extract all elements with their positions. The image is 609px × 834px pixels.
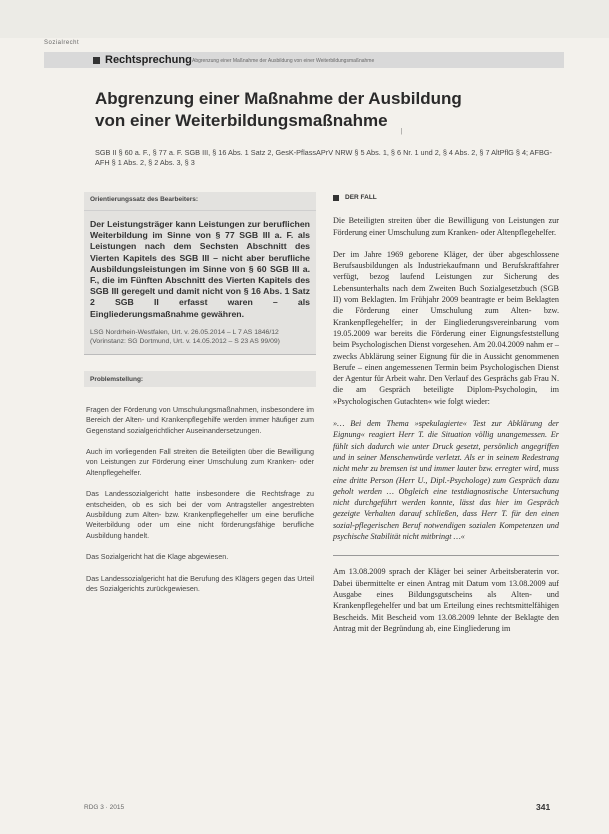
problemstellung-heading: Problemstellung:	[84, 371, 316, 387]
problemstellung-paragraph: Das Landessozialgericht hat die Berufung des Klägers gegen das Urteil des Sozialgerichts zurückgewiesen.	[86, 573, 314, 594]
problemstellung-paragraph: Fragen der Förderung von Umschulungsmaßnahmen, insbesondere im Bereich der Alten- und Krankenpflegehilfe werden immer häufiger zum Gegenstand sozialgerichtlicher Auseinandersetzungen.	[86, 404, 314, 435]
psychologist-quote: »… Bei dem Thema »spekulagierte« Test zur Abklärung der Eignung« reagiert Herr T. die Situation völlig unangemessen. Er fühlt sich dadurch wie unter Druck gesetzt, persönlich angegriffen und in seiner Menschenwürde verletzt. Als er in seinem Redestrang nicht mehr zu bremsen ist und immer lauter bzw. erregter wird, muss eine dritte Person (Herr U., Dipl.-Psychologe) zum Gespräch dazu geholt werden … Obgleich eine testdiagnostische Untersuchung nicht durchgeführt werden konnte, lässt das hier im Gespräch gezeigte Verhalten darauf schließen, dass Herr T. für den einen sozial-pflegerischen Beruf notwendigen sozialen Kompetenzen und psychische Stabilität nicht mitbringt …«	[333, 419, 559, 542]
page-number: 341	[536, 802, 551, 812]
scan-top-band	[0, 0, 609, 38]
square-bullet-icon	[333, 195, 339, 201]
margin-mark: |	[401, 127, 403, 135]
norms-list: SGB II § 60 a. F., § 77 a. F. SGB III, § 16 Abs. 1 Satz 2, GesK-PflassAPrV NRW § 5 Abs. 1, § 6 Nr. 1 und 2, § 4 Abs. 2, § 7 AltPflG § 4; AFBG-AFH § 1 Abs. 2, § 2 Abs. 3, § 3	[95, 148, 552, 167]
left-column	[84, 192, 316, 606]
article-title	[95, 88, 515, 132]
article-title-line1: Abgrenzung einer Maßnahme der Ausbildung	[95, 89, 462, 108]
der-fall-label: DER FALL	[345, 194, 377, 201]
problemstellung-text	[84, 387, 316, 595]
header-subtitle: Abgrenzung einer Maßnahme der Ausbildung von einer Weiterbildungsmaßnahme	[192, 58, 375, 64]
orientierung-text: Der Leistungsträger kann Leistungen zur beruflichen Weiterbildung im Sinne von § 77 SGB III a. F. als Leistungen nach dem Sechsten Abschnitt des Vierten Kapitels des SGB III – nicht aber berufliche Ausbildungsleistungen im Sinne von § 60 SGB III a. F., die im Fünften Abschnitt des Vierten Kapitels des SGB III geregelt und damit nicht von § 16 Abs. 1 Satz 2 SGB II erfasst waren – als Eingliederungsmaßnahme gewähren.	[90, 219, 310, 319]
der-fall-heading	[333, 192, 559, 203]
fall-paragraph-3: Am 13.08.2009 sprach der Kläger bei seiner Arbeitsberaterin vor. Dabei übermittelte er einen Antrag mit Datum vom 13.08.2009 auf Ausgabe eines Bildungsgutscheins als Alten- und Krankenpflegehelfer und bat um Erteilung eines rechtsmittelfähigen Bescheids. Mit Bescheid vom 13.08.2009 lehnte der Beklagte den Antrag mit der Begründung ab, eine Eingliederung im	[333, 567, 559, 633]
square-bullet-icon	[93, 57, 100, 64]
orientierung-box	[84, 192, 316, 355]
orientierung-heading: Orientierungssatz des Bearbeiters:	[84, 192, 316, 211]
problemstellung-paragraph: Das Landessozialgericht hatte insbesondere die Rechtsfrage zu entscheiden, ob es sich bei der vom Antragsteller angestrebten Ausbildung zum Alten- bzw. Krankenpflegehelfer um eine berufliche Weiterbildung oder um eine nicht förderungsfähige berufliche Ausbildung handelt.	[86, 489, 314, 540]
fall-paragraph-2: Der im Jahre 1969 geborene Kläger, der über abgeschlossene Berufsausbildungen als Industriekaufmann und Berufskraftfahrer verfügt, bezog laufend Leistungen zur Sicherung des Lebensunterhalts nach dem Zweiten Buch Sozialgesetzbuch (SGB II) vom Beklagten. Im Frühjahr 2009 beantragte er beim Beklagten die Förderung einer Umschulung zum Alten- bzw. Krankenpflegehelfer; in der Eingliederungsvereinbarung vom 19.05.2009 war bereits die Förderung einer Eignungsfeststellung beim Psychologischen Dienst vorgesehen. Am 20.04.2009 nahm er – zwecks Abklärung seiner Eignung für die in Aussicht genommenen Berufe – einen angemessenen Termin beim Psychologischen Dienst der Agentur für Arbeit wahr. Den Verlauf des Gesprächs gab Frau N. die am Gespräch beteiligte Diplom-Psychologin, im »Psychologischen Gutachten« wie folgt wieder:	[333, 249, 559, 406]
article-title-line2: von einer Weiterbildungsmaßnahme	[95, 111, 388, 130]
quote-divider	[333, 551, 559, 556]
problemstellung-paragraph: Auch im vorliegenden Fall streiten die Beteiligten über die Bewilligung von Leistungen zur Förderung einer Umschulung zum Kranken- oder Altenpflegehelfer.	[86, 447, 314, 477]
header-title: Rechtsprechung	[105, 54, 192, 66]
journal-footer: RDG 3 · 2015	[84, 804, 125, 811]
fall-paragraph-1: Die Beteiligten streiten über die Bewilligung von Leistungen zur Förderung einer Umschulung zum Kranken- oder Altenpflegehelfer.	[333, 216, 559, 237]
problemstellung-paragraph: Das Sozialgericht hat die Klage abgewiesen.	[86, 552, 229, 562]
section-label: Sozialrecht	[44, 40, 80, 46]
court-citation: LSG Nordrhein-Westfalen, Urt. v. 26.05.2014 – L 7 AS 1846/12 (Vorinstanz: SG Dortmund, Urt. v. 14.05.2012 – S 23 AS 99/09)	[90, 328, 280, 345]
right-column	[333, 192, 559, 645]
